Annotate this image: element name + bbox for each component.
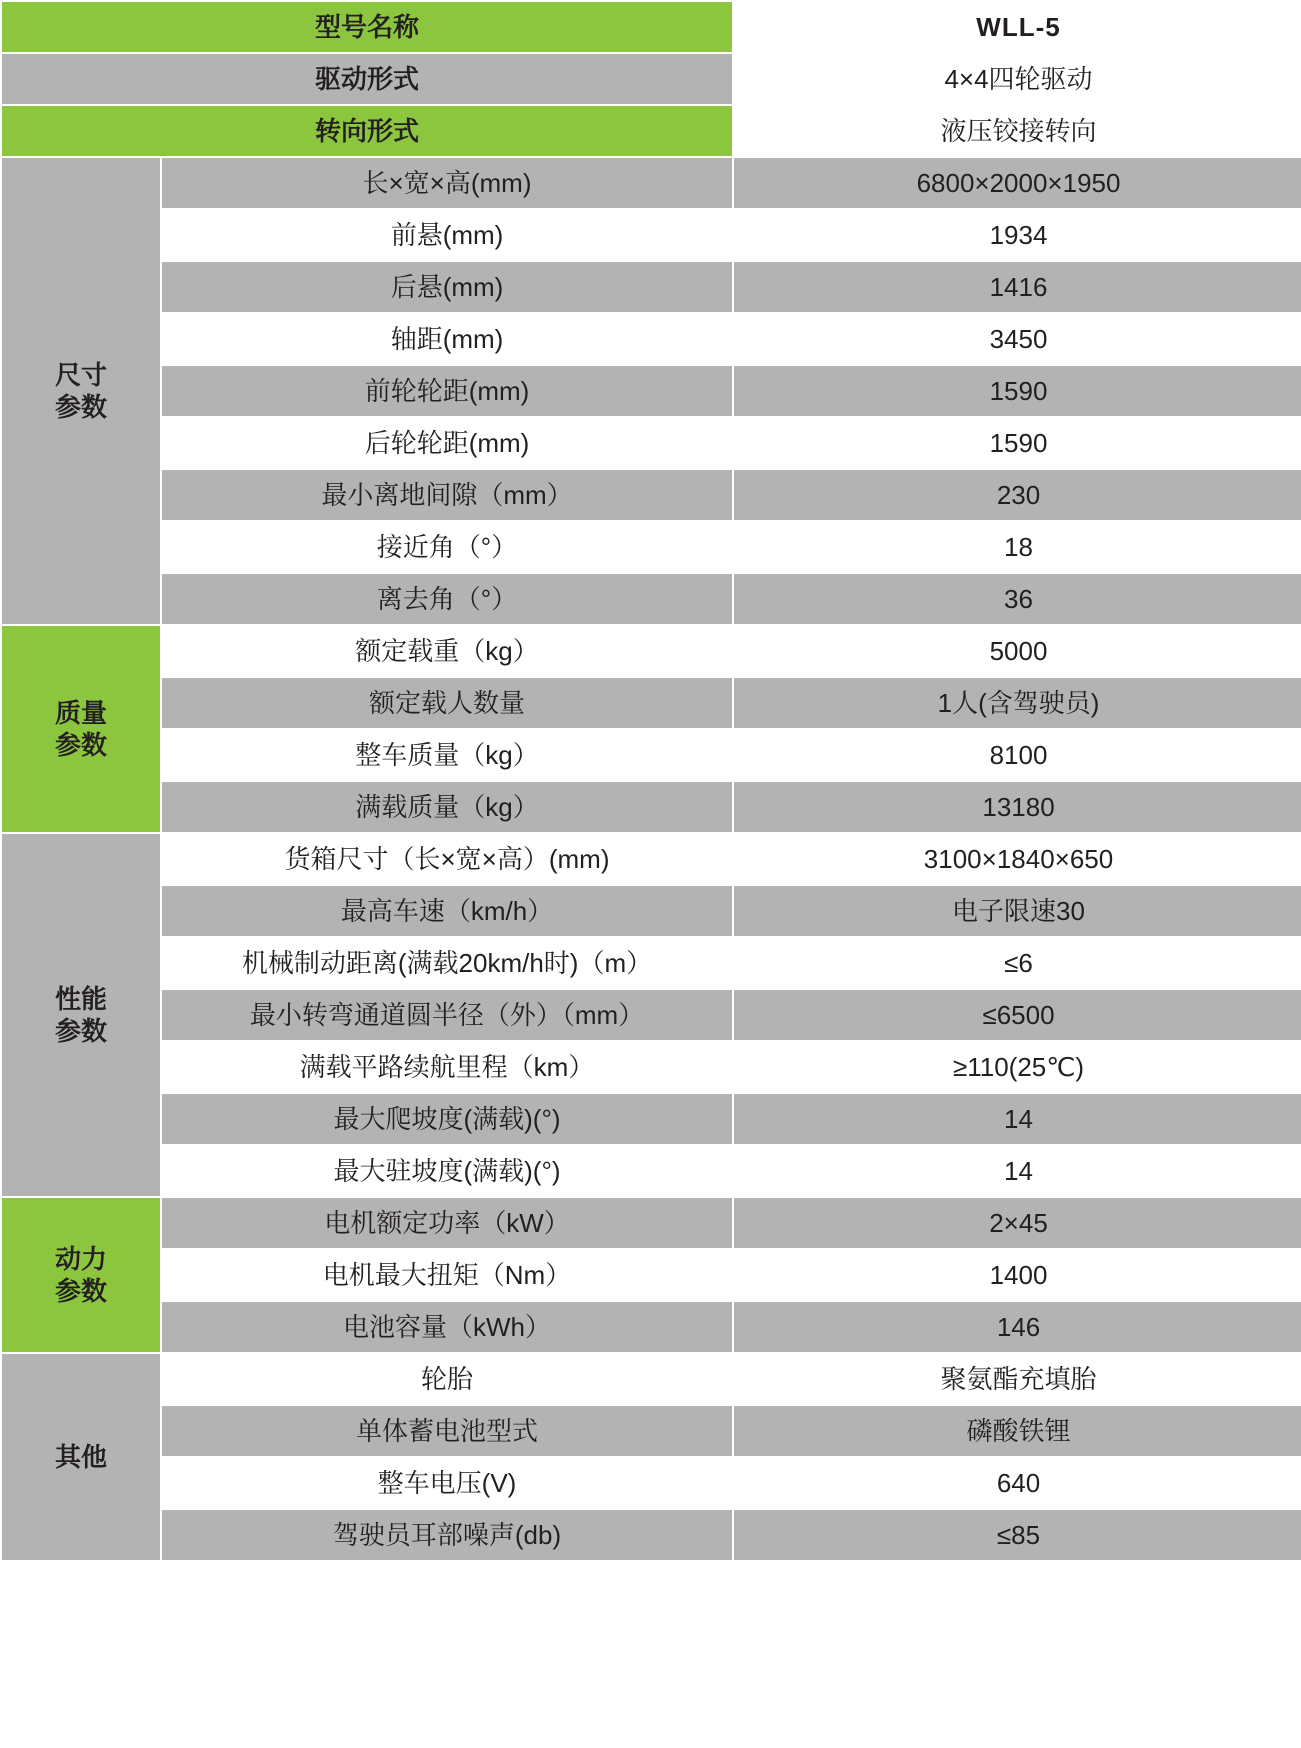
table-row <box>2 1406 1301 1456</box>
table-row <box>2 210 1301 260</box>
table-row <box>2 1354 1301 1404</box>
row-value: 8100 <box>734 730 1301 780</box>
row-label: 货箱尺寸（长×宽×高）(mm) <box>162 834 732 884</box>
row-label: 转向形式 <box>2 106 732 156</box>
row-label: 电机最大扭矩（Nm） <box>162 1250 732 1300</box>
model-name-label: 型号名称 <box>2 2 732 52</box>
row-value: 640 <box>734 1458 1301 1508</box>
row-label: 轴距(mm) <box>162 314 732 364</box>
row-value: 230 <box>734 470 1301 520</box>
row-value: 3450 <box>734 314 1301 364</box>
row-label: 最大爬坡度(满载)(°) <box>162 1094 732 1144</box>
table-row <box>2 470 1301 520</box>
row-value: ≤6500 <box>734 990 1301 1040</box>
group-label: 质量 参数 <box>2 626 160 832</box>
row-value: 1590 <box>734 366 1301 416</box>
row-value: ≤6 <box>734 938 1301 988</box>
row-value: 5000 <box>734 626 1301 676</box>
table-row <box>2 314 1301 364</box>
row-label: 机械制动距离(满载20km/h时)（m） <box>162 938 732 988</box>
row-label: 前悬(mm) <box>162 210 732 260</box>
row-value: 聚氨酯充填胎 <box>734 1354 1301 1404</box>
row-label: 后悬(mm) <box>162 262 732 312</box>
row-label: 电池容量（kWh） <box>162 1302 732 1352</box>
row-label: 额定载人数量 <box>162 678 732 728</box>
row-value: 146 <box>734 1302 1301 1352</box>
group-label: 动力 参数 <box>2 1198 160 1352</box>
row-value: 2×45 <box>734 1198 1301 1248</box>
row-label: 接近角（°） <box>162 522 732 572</box>
table-row <box>2 834 1301 884</box>
row-value: ≤85 <box>734 1510 1301 1560</box>
row-label: 满载平路续航里程（km） <box>162 1042 732 1092</box>
table-row <box>2 938 1301 988</box>
row-value: ≥110(25℃) <box>734 1042 1301 1092</box>
table-row <box>2 54 1301 104</box>
row-label: 最高车速（km/h） <box>162 886 732 936</box>
table-row <box>2 1198 1301 1248</box>
row-label: 驾驶员耳部噪声(db) <box>162 1510 732 1560</box>
row-label: 最大驻坡度(满载)(°) <box>162 1146 732 1196</box>
row-label: 轮胎 <box>162 1354 732 1404</box>
row-label: 后轮轮距(mm) <box>162 418 732 468</box>
row-label: 离去角（°） <box>162 574 732 624</box>
row-label: 最小转弯通道圆半径（外）（mm） <box>162 990 732 1040</box>
row-label: 驱动形式 <box>2 54 732 104</box>
row-label: 整车电压(V) <box>162 1458 732 1508</box>
row-value: 1400 <box>734 1250 1301 1300</box>
row-label: 单体蓄电池型式 <box>162 1406 732 1456</box>
table-row <box>2 574 1301 624</box>
row-value: 磷酸铁锂 <box>734 1406 1301 1456</box>
table-row <box>2 626 1301 676</box>
row-value: 6800×2000×1950 <box>734 158 1301 208</box>
row-label: 最小离地间隙（mm） <box>162 470 732 520</box>
row-value: 4×4四轮驱动 <box>734 54 1301 104</box>
model-name-value: WLL-5 <box>734 2 1301 52</box>
table-row <box>2 158 1301 208</box>
row-value: 36 <box>734 574 1301 624</box>
table-row <box>2 1510 1301 1560</box>
row-value: 电子限速30 <box>734 886 1301 936</box>
table-row <box>2 262 1301 312</box>
specification-table-body <box>2 2 1301 1560</box>
table-row <box>2 782 1301 832</box>
row-value: 1934 <box>734 210 1301 260</box>
table-row <box>2 1302 1301 1352</box>
table-row <box>2 1146 1301 1196</box>
table-row <box>2 1458 1301 1508</box>
row-value: 液压铰接转向 <box>734 106 1301 156</box>
table-row <box>2 886 1301 936</box>
row-label: 前轮轮距(mm) <box>162 366 732 416</box>
table-header-row <box>2 2 1301 52</box>
table-row <box>2 678 1301 728</box>
row-label: 整车质量（kg） <box>162 730 732 780</box>
table-row <box>2 1250 1301 1300</box>
row-value: 1人(含驾驶员) <box>734 678 1301 728</box>
group-label: 其他 <box>2 1354 160 1560</box>
table-row <box>2 106 1301 156</box>
table-row <box>2 1094 1301 1144</box>
group-label: 性能 参数 <box>2 834 160 1196</box>
row-value: 1590 <box>734 418 1301 468</box>
row-value: 18 <box>734 522 1301 572</box>
row-value: 14 <box>734 1094 1301 1144</box>
row-label: 满载质量（kg） <box>162 782 732 832</box>
table-row <box>2 1042 1301 1092</box>
table-row <box>2 990 1301 1040</box>
row-label: 电机额定功率（kW） <box>162 1198 732 1248</box>
row-value: 14 <box>734 1146 1301 1196</box>
row-value: 1416 <box>734 262 1301 312</box>
table-row <box>2 366 1301 416</box>
table-row <box>2 522 1301 572</box>
group-label: 尺寸 参数 <box>2 158 160 624</box>
row-value: 13180 <box>734 782 1301 832</box>
row-label: 额定载重（kg） <box>162 626 732 676</box>
table-row <box>2 418 1301 468</box>
row-label: 长×宽×高(mm) <box>162 158 732 208</box>
row-value: 3100×1840×650 <box>734 834 1301 884</box>
table-row <box>2 730 1301 780</box>
